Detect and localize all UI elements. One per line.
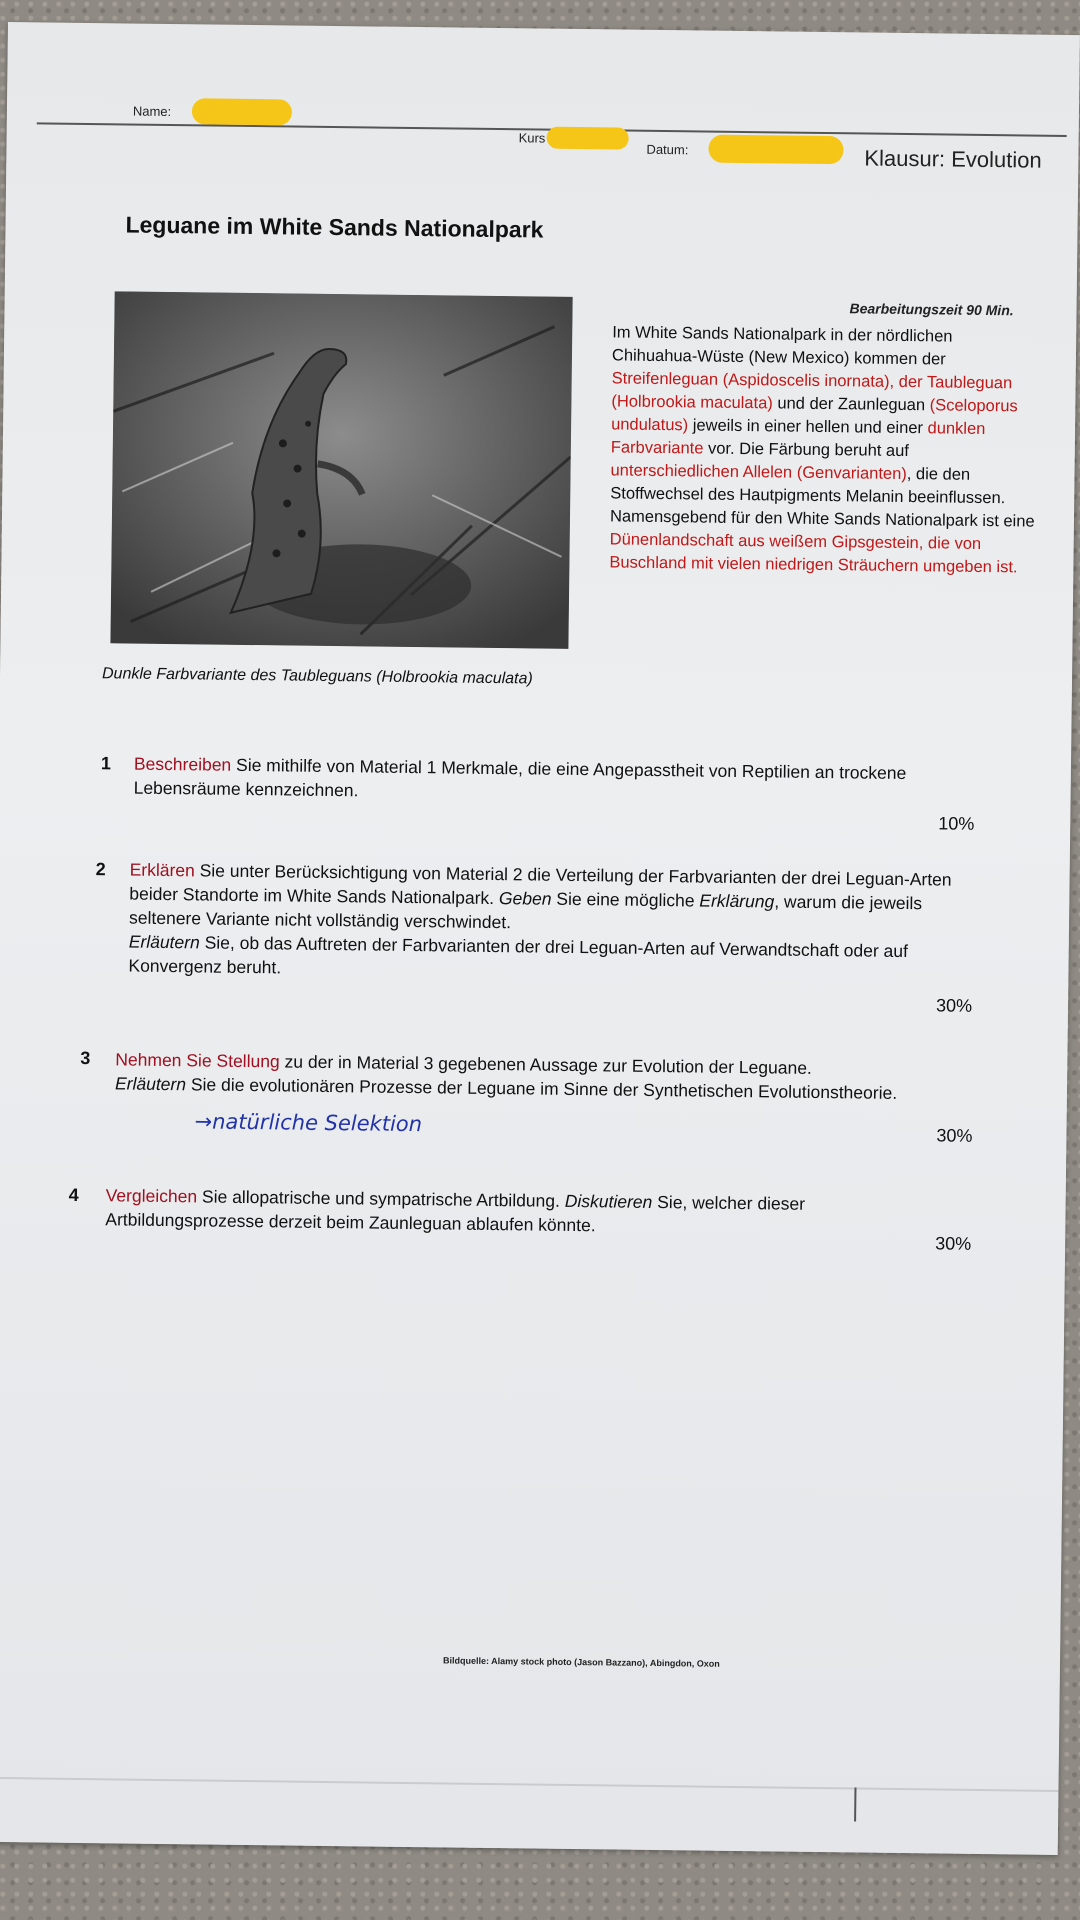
task-4-text <box>105 1183 936 1241</box>
datum-label: Datum: <box>646 141 689 158</box>
exam-sheet <box>0 22 1080 1855</box>
lizard-photo-drawing <box>110 291 572 649</box>
image-source: Bildquelle: Alamy stock photo (Jason Bazzano), Abingdon, Oxon <box>442 1655 720 1669</box>
task-body: Sie, welcher dieser Artbildungsprozesse derzeit beim Zaunleguan ablaufen könnte. <box>105 1191 806 1236</box>
lizard-photo <box>110 291 572 649</box>
task-points: 10% <box>938 813 975 834</box>
task-points: 30% <box>935 995 973 1016</box>
intro-paragraph <box>609 321 1042 579</box>
task-operator: Erläutern <box>114 1073 187 1095</box>
paper-fold <box>0 1777 1058 1792</box>
name-redaction <box>192 98 292 125</box>
kurs-label: Kurs <box>518 130 546 146</box>
intro-text: Im White Sands Nationalpark in der nördlichen Chihuahua-Wüste (New Mexico) kommen der <box>611 323 953 369</box>
task-1-text <box>134 752 935 810</box>
task-2-text <box>128 858 989 988</box>
page-title: Leguane im White Sands Nationalpark <box>125 211 544 243</box>
task-body: Sie eine mögliche <box>551 888 700 911</box>
intro-highlight: unterschiedlichen Allelen (Genvarianten) <box>610 461 907 484</box>
task-body: zu der in Material 3 gegebenen Aussage zur Evolution der Leguane. <box>279 1051 812 1078</box>
task-number: 4 <box>68 1184 79 1205</box>
task-body: , warum die jeweils seltenere Variante nicht vollständig verschwindet. <box>128 891 923 933</box>
intro-highlight: Dünenlandschaft aus weißem Gipsgestein, die von Buschland mit vielen niedrigen Sträuchern umgeben ist. <box>609 530 1018 577</box>
task-operator: Vergleichen <box>105 1185 198 1207</box>
task-points: 30% <box>935 1233 972 1254</box>
handwritten-note: →natürliche Selektion <box>194 1109 423 1137</box>
task-body: Sie die evolutionären Prozesse der Leguane im Sinne der Synthetischen Evolutionstheorie. <box>185 1074 898 1103</box>
task-operator: Geben <box>498 888 552 909</box>
datum-redaction <box>708 135 843 165</box>
task-body: Sie unter Berücksichtigung von Material 2 die Verteilung der Farbvarianten der drei Leguan-Arten beider Standorte im White Sands Nationalpark. <box>129 860 952 909</box>
intro-text: vor. Die Färbung beruht auf <box>703 439 910 461</box>
task-body: Sie mithilfe von Material 1 Merkmale, die eine Angepasstheit von Reptilien an trockene Lebensräume kennzeichnen. <box>133 754 907 801</box>
task-number: 3 <box>80 1047 91 1069</box>
photo-caption: Dunkle Farbvariante des Taubleguans (Holbrookia maculata) <box>101 665 533 688</box>
exam-subject: Klausur: Evolution <box>864 145 1042 173</box>
task-number: 1 <box>100 753 112 774</box>
task-operator: Erklärung <box>699 890 775 912</box>
task-operator: Diskutieren <box>564 1190 653 1212</box>
task-body: Sie, ob das Auftreten der Farbvarianten der drei Leguan-Arten auf Verwandtschaft oder auf Konvergenz beruht. <box>128 932 909 978</box>
task-3-text <box>115 1047 946 1105</box>
kurs-redaction <box>546 127 628 150</box>
task-body: Sie allopatrische und sympatrische Artbildung. <box>197 1186 565 1211</box>
intro-text: , die den Stoffwechsel des Hautpigments Melanin beeinflussen. Namensgebend für den White Sands Nationalpark ist eine <box>609 465 1035 531</box>
paper-edge-mark <box>854 1787 856 1821</box>
task-operator: Erklären <box>129 859 195 881</box>
name-label: Name: <box>132 103 172 120</box>
intro-text: und der Zaunleguan <box>772 394 930 415</box>
intro-highlight: dunklen Farbvariante <box>610 419 986 458</box>
task-number: 2 <box>95 859 106 880</box>
intro-highlight: Streifenleguan (Aspidoscelis inornata), der Taubleguan (Holbrookia maculata) <box>611 369 1013 413</box>
intro-highlight: (Sceloporus undulatus) <box>611 396 1018 435</box>
time-limit: Bearbeitungszeit 90 Min. <box>849 300 1014 319</box>
task-operator: Beschreiben <box>133 753 232 775</box>
task-points: 30% <box>936 1125 973 1146</box>
task-operator: Nehmen Sie Stellung <box>115 1049 280 1072</box>
intro-text: jeweils in einer hellen und einer <box>688 416 928 438</box>
task-operator: Erläutern <box>128 931 200 953</box>
